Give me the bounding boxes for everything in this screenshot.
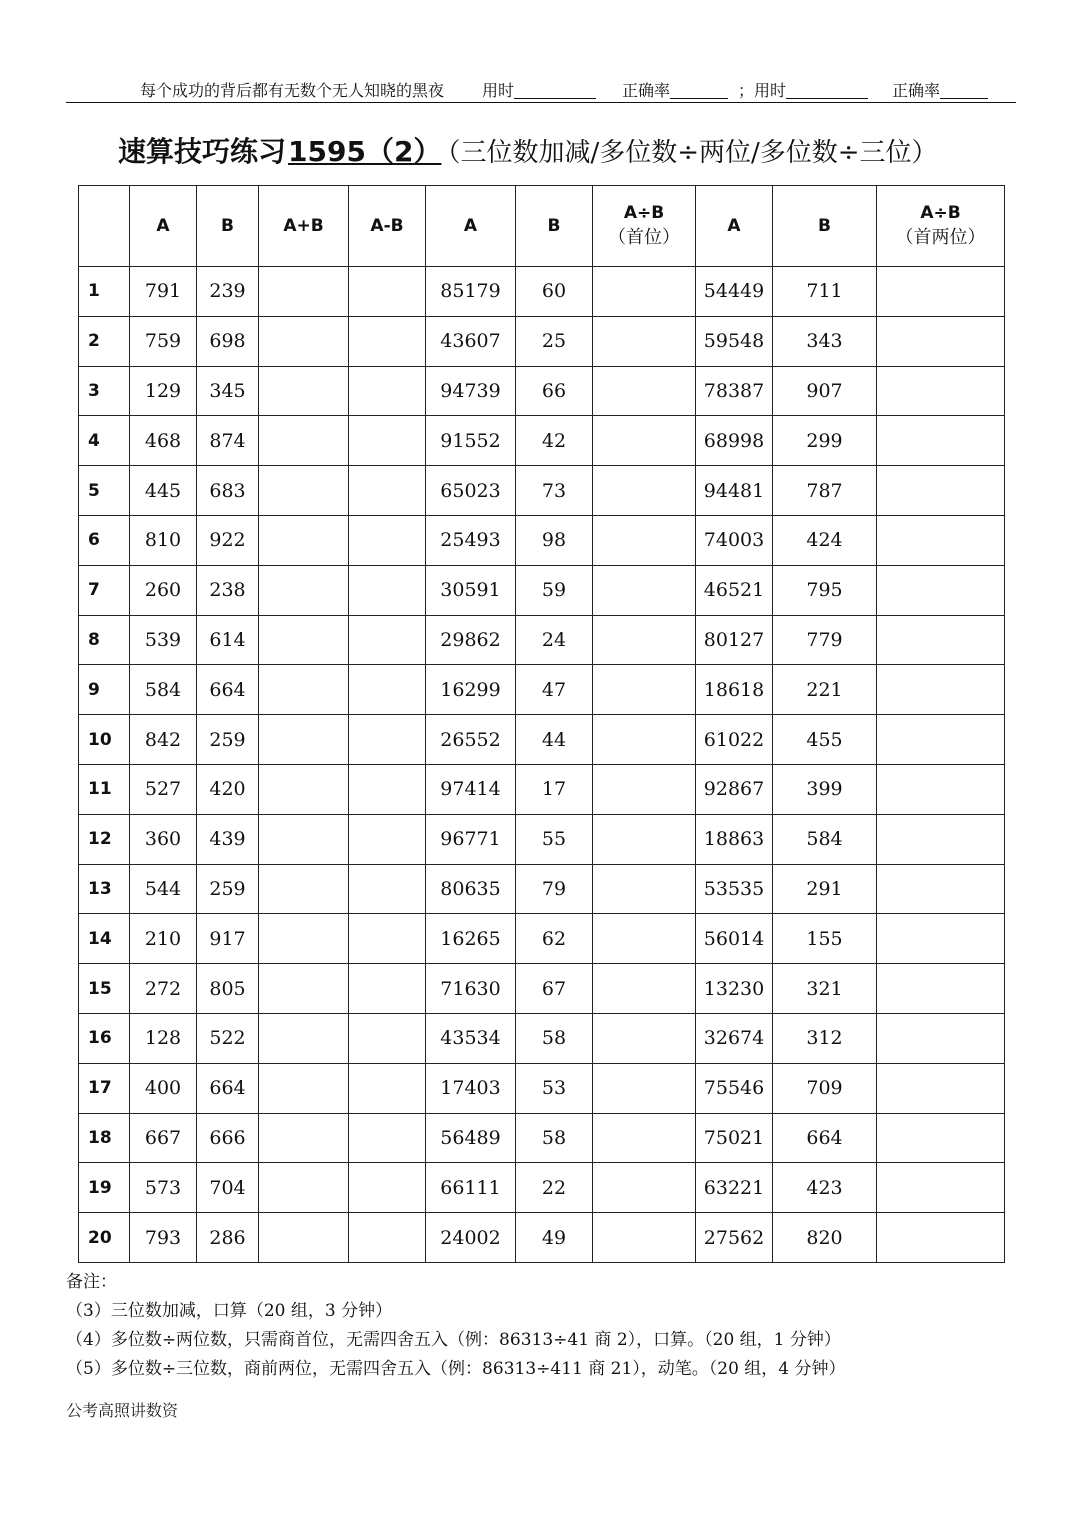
cell-a3: 13230 — [696, 964, 773, 1014]
cell-a1: 210 — [130, 914, 197, 964]
cell-b3: 221 — [773, 665, 877, 715]
cell-a1: 573 — [130, 1163, 197, 1213]
cell-a1: 468 — [130, 416, 197, 466]
answer-quotient-first[interactable] — [593, 914, 696, 964]
title-code: 1595（2） — [288, 135, 442, 168]
cell-b2: 58 — [516, 1013, 593, 1063]
cell-b1: 917 — [197, 914, 259, 964]
row-index: 20 — [79, 1213, 130, 1263]
header-sum: A+B — [259, 186, 349, 267]
answer-quotient-two[interactable] — [877, 1013, 1005, 1063]
cell-a1: 272 — [130, 964, 197, 1014]
answer-quotient-two[interactable] — [877, 964, 1005, 1014]
cell-a3: 63221 — [696, 1163, 773, 1213]
row-index: 17 — [79, 1063, 130, 1113]
answer-quotient-two[interactable] — [877, 615, 1005, 665]
table-row — [79, 1163, 1005, 1213]
answer-quotient-first[interactable] — [593, 267, 696, 317]
table-row — [79, 1113, 1005, 1163]
accuracy-label-2: 正确率 — [892, 81, 941, 100]
cell-b2: 67 — [516, 964, 593, 1014]
footer-source: 公考高照讲数资 — [66, 1401, 179, 1420]
answer-quotient-two[interactable] — [877, 466, 1005, 516]
cell-a3: 32674 — [696, 1013, 773, 1063]
answer-diff[interactable] — [349, 914, 426, 964]
cell-b1: 704 — [197, 1163, 259, 1213]
answer-quotient-two[interactable] — [877, 914, 1005, 964]
answer-diff[interactable] — [349, 316, 426, 366]
cell-a1: 759 — [130, 316, 197, 366]
cell-a1: 584 — [130, 665, 197, 715]
cell-a3: 18863 — [696, 814, 773, 864]
cell-b1: 522 — [197, 1013, 259, 1063]
cell-a3: 75546 — [696, 1063, 773, 1113]
answer-sum[interactable] — [259, 914, 349, 964]
cell-a1: 539 — [130, 615, 197, 665]
cell-b1: 420 — [197, 764, 259, 814]
cell-b2: 47 — [516, 665, 593, 715]
table-row — [79, 267, 1005, 317]
cell-b1: 259 — [197, 715, 259, 765]
cell-a2: 43534 — [426, 1013, 516, 1063]
cell-a3: 56014 — [696, 914, 773, 964]
cell-b2: 62 — [516, 914, 593, 964]
table-row — [79, 715, 1005, 765]
answer-diff[interactable] — [349, 1113, 426, 1163]
cell-a1: 128 — [130, 1013, 197, 1063]
row-index: 2 — [79, 316, 130, 366]
answer-quotient-first[interactable] — [593, 1063, 696, 1113]
cell-b3: 711 — [773, 267, 877, 317]
answer-diff[interactable] — [349, 1213, 426, 1263]
note-line-3: （3）三位数加减，口算（20 组，3 分钟） — [66, 1301, 393, 1321]
header-index — [79, 186, 130, 267]
cell-a2: 96771 — [426, 814, 516, 864]
cell-a2: 66111 — [426, 1163, 516, 1213]
cell-b2: 66 — [516, 366, 593, 416]
answer-sum[interactable] — [259, 814, 349, 864]
answer-diff[interactable] — [349, 267, 426, 317]
header-b3: B — [773, 186, 877, 267]
answer-sum[interactable] — [259, 1163, 349, 1213]
table-row — [79, 466, 1005, 516]
time-field-2[interactable] — [754, 78, 786, 101]
cell-a2: 94739 — [426, 366, 516, 416]
cell-a3: 78387 — [696, 366, 773, 416]
cell-a3: 59548 — [696, 316, 773, 366]
cell-b1: 805 — [197, 964, 259, 1014]
cell-b2: 49 — [516, 1213, 593, 1263]
cell-a3: 74003 — [696, 515, 773, 565]
cell-b1: 666 — [197, 1113, 259, 1163]
cell-a3: 53535 — [696, 864, 773, 914]
answer-diff[interactable] — [349, 864, 426, 914]
cell-a1: 793 — [130, 1213, 197, 1263]
answer-sum[interactable] — [259, 715, 349, 765]
answer-sum[interactable] — [259, 316, 349, 366]
cell-b1: 683 — [197, 466, 259, 516]
cell-a1: 260 — [130, 565, 197, 615]
cell-b2: 98 — [516, 515, 593, 565]
cell-b3: 907 — [773, 366, 877, 416]
row-index: 5 — [79, 466, 130, 516]
cell-a3: 75021 — [696, 1113, 773, 1163]
cell-a3: 68998 — [696, 416, 773, 466]
cell-a3: 61022 — [696, 715, 773, 765]
cell-b3: 664 — [773, 1113, 877, 1163]
answer-sum[interactable] — [259, 515, 349, 565]
row-index: 14 — [79, 914, 130, 964]
answer-quotient-two[interactable] — [877, 764, 1005, 814]
cell-b2: 22 — [516, 1163, 593, 1213]
header-b1: B — [197, 186, 259, 267]
answer-sum[interactable] — [259, 665, 349, 715]
answer-sum[interactable] — [259, 1013, 349, 1063]
answer-diff[interactable] — [349, 1163, 426, 1213]
cell-b2: 58 — [516, 1113, 593, 1163]
answer-quotient-two[interactable] — [877, 416, 1005, 466]
answer-quotient-first[interactable] — [593, 715, 696, 765]
cell-b3: 455 — [773, 715, 877, 765]
answer-quotient-first[interactable] — [593, 864, 696, 914]
answer-sum[interactable] — [259, 565, 349, 615]
answer-sum[interactable] — [259, 1113, 349, 1163]
cell-b1: 614 — [197, 615, 259, 665]
header-a1: A — [130, 186, 197, 267]
answer-diff[interactable] — [349, 515, 426, 565]
table-row — [79, 914, 1005, 964]
cell-a1: 667 — [130, 1113, 197, 1163]
cell-b1: 922 — [197, 515, 259, 565]
answer-quotient-first[interactable] — [593, 764, 696, 814]
header-quotient-two-l1: A÷B — [920, 202, 961, 223]
cell-b2: 25 — [516, 316, 593, 366]
table-row — [79, 764, 1005, 814]
row-index: 8 — [79, 615, 130, 665]
header-b2: B — [516, 186, 593, 267]
answer-diff[interactable] — [349, 715, 426, 765]
cell-b1: 664 — [197, 665, 259, 715]
answer-quotient-two[interactable] — [877, 316, 1005, 366]
answer-quotient-two[interactable] — [877, 864, 1005, 914]
cell-a1: 129 — [130, 366, 197, 416]
header-quotient-first-l2: （首位） — [608, 227, 680, 249]
cell-a2: 80635 — [426, 864, 516, 914]
answer-sum[interactable] — [259, 366, 349, 416]
notes-label: 备注： — [66, 1272, 117, 1292]
answer-diff[interactable] — [349, 615, 426, 665]
separator: ； — [738, 81, 755, 100]
cell-b3: 312 — [773, 1013, 877, 1063]
answer-diff[interactable] — [349, 565, 426, 615]
answer-quotient-first[interactable] — [593, 1113, 696, 1163]
note-line-5: （5）多位数÷三位数，商前两位，无需四舍五入（例：86313÷411 商 21），动笔。（20 组，4 分钟） — [66, 1359, 846, 1379]
page-title — [118, 130, 938, 170]
cell-b1: 874 — [197, 416, 259, 466]
table-row — [79, 615, 1005, 665]
cell-b1: 698 — [197, 316, 259, 366]
answer-diff[interactable] — [349, 964, 426, 1014]
cell-b1: 259 — [197, 864, 259, 914]
table-row — [79, 964, 1005, 1014]
row-index: 11 — [79, 764, 130, 814]
motto: 每个成功的背后都有无数个无人知晓的黑夜 — [140, 81, 445, 100]
row-index: 16 — [79, 1013, 130, 1063]
cell-a1: 400 — [130, 1063, 197, 1113]
answer-sum[interactable] — [259, 1213, 349, 1263]
answer-sum[interactable] — [259, 764, 349, 814]
cell-a2: 17403 — [426, 1063, 516, 1113]
answer-diff[interactable] — [349, 1013, 426, 1063]
cell-b3: 299 — [773, 416, 877, 466]
row-index: 6 — [79, 515, 130, 565]
cell-b1: 239 — [197, 267, 259, 317]
answer-sum[interactable] — [259, 615, 349, 665]
header-a3: A — [696, 186, 773, 267]
cell-b3: 709 — [773, 1063, 877, 1113]
answer-quotient-two[interactable] — [877, 1213, 1005, 1263]
header-a2: A — [426, 186, 516, 267]
cell-a1: 842 — [130, 715, 197, 765]
cell-b3: 399 — [773, 764, 877, 814]
row-index: 13 — [79, 864, 130, 914]
exercise-table — [78, 185, 1005, 1263]
notes — [66, 1268, 846, 1384]
cell-b2: 59 — [516, 565, 593, 615]
answer-sum[interactable] — [259, 466, 349, 516]
cell-b2: 55 — [516, 814, 593, 864]
cell-a3: 94481 — [696, 466, 773, 516]
answer-quotient-two[interactable] — [877, 814, 1005, 864]
cell-a1: 544 — [130, 864, 197, 914]
cell-b3: 343 — [773, 316, 877, 366]
table-row — [79, 665, 1005, 715]
answer-diff[interactable] — [349, 764, 426, 814]
cell-b2: 24 — [516, 615, 593, 665]
cell-a3: 92867 — [696, 764, 773, 814]
cell-b2: 79 — [516, 864, 593, 914]
cell-a2: 16299 — [426, 665, 516, 715]
header-quotient-two-l2: （首两位） — [895, 227, 986, 249]
answer-quotient-two[interactable] — [877, 515, 1005, 565]
cell-b3: 291 — [773, 864, 877, 914]
cell-b3: 423 — [773, 1163, 877, 1213]
table-row — [79, 1213, 1005, 1263]
time-field-1[interactable] — [482, 78, 514, 101]
cell-b1: 238 — [197, 565, 259, 615]
cell-b2: 44 — [516, 715, 593, 765]
row-index: 15 — [79, 964, 130, 1014]
header-quotient-first-l1: A÷B — [623, 202, 665, 223]
cell-a1: 360 — [130, 814, 197, 864]
answer-quotient-first[interactable] — [593, 1163, 696, 1213]
cell-a2: 16265 — [426, 914, 516, 964]
answer-quotient-two[interactable] — [877, 715, 1005, 765]
cell-a2: 85179 — [426, 267, 516, 317]
row-index: 10 — [79, 715, 130, 765]
table-row — [79, 416, 1005, 466]
answer-sum[interactable] — [259, 864, 349, 914]
row-index: 1 — [79, 267, 130, 317]
answer-quotient-first[interactable] — [593, 565, 696, 615]
answer-sum[interactable] — [259, 1063, 349, 1113]
cell-a2: 65023 — [426, 466, 516, 516]
time-label-2: 用时 — [754, 81, 787, 100]
table-row — [79, 864, 1005, 914]
row-index: 7 — [79, 565, 130, 615]
cell-a2: 26552 — [426, 715, 516, 765]
cell-b3: 820 — [773, 1213, 877, 1263]
answer-quotient-two[interactable] — [877, 565, 1005, 615]
cell-b3: 321 — [773, 964, 877, 1014]
cell-b3: 795 — [773, 565, 877, 615]
header-row — [79, 186, 1005, 267]
cell-a2: 29862 — [426, 615, 516, 665]
cell-a1: 527 — [130, 764, 197, 814]
answer-quotient-first[interactable] — [593, 964, 696, 1014]
answer-diff[interactable] — [349, 466, 426, 516]
cell-b1: 664 — [197, 1063, 259, 1113]
table-row — [79, 565, 1005, 615]
cell-a2: 91552 — [426, 416, 516, 466]
cell-b1: 286 — [197, 1213, 259, 1263]
table-row — [79, 366, 1005, 416]
cell-a1: 445 — [130, 466, 197, 516]
cell-b2: 42 — [516, 416, 593, 466]
row-index: 18 — [79, 1113, 130, 1163]
time-label-1: 用时 — [482, 81, 515, 100]
cell-b3: 584 — [773, 814, 877, 864]
answer-quotient-first[interactable] — [593, 814, 696, 864]
table-row — [79, 1013, 1005, 1063]
cell-b2: 53 — [516, 1063, 593, 1113]
cell-a2: 24002 — [426, 1213, 516, 1263]
note-line-4: （4）多位数÷两位数，只需商首位，无需四舍五入（例：86313÷41 商 2），口算。（20 组，1 分钟） — [66, 1330, 841, 1350]
cell-a2: 97414 — [426, 764, 516, 814]
cell-a1: 810 — [130, 515, 197, 565]
cell-a2: 25493 — [426, 515, 516, 565]
cell-b2: 17 — [516, 764, 593, 814]
answer-quotient-first[interactable] — [593, 615, 696, 665]
cell-b3: 424 — [773, 515, 877, 565]
answer-diff[interactable] — [349, 1063, 426, 1113]
cell-b3: 787 — [773, 466, 877, 516]
header-diff: A-B — [349, 186, 426, 267]
accuracy-field-1[interactable] — [622, 78, 670, 101]
cell-b2: 73 — [516, 466, 593, 516]
accuracy-label-1: 正确率 — [622, 81, 671, 100]
table-row — [79, 814, 1005, 864]
cell-b1: 345 — [197, 366, 259, 416]
table-row — [79, 316, 1005, 366]
header-line — [66, 74, 1016, 103]
answer-quotient-first[interactable] — [593, 1013, 696, 1063]
answer-quotient-first[interactable] — [593, 665, 696, 715]
answer-quotient-first[interactable] — [593, 1213, 696, 1263]
answer-quotient-first[interactable] — [593, 316, 696, 366]
cell-b3: 155 — [773, 914, 877, 964]
cell-a2: 56489 — [426, 1113, 516, 1163]
answer-quotient-two[interactable] — [877, 267, 1005, 317]
answer-sum[interactable] — [259, 416, 349, 466]
answer-diff[interactable] — [349, 665, 426, 715]
answer-quotient-two[interactable] — [877, 1163, 1005, 1213]
row-index: 19 — [79, 1163, 130, 1213]
answer-quotient-first[interactable] — [593, 466, 696, 516]
answer-sum[interactable] — [259, 267, 349, 317]
answer-quotient-first[interactable] — [593, 515, 696, 565]
cell-b2: 60 — [516, 267, 593, 317]
table-row — [79, 1063, 1005, 1113]
row-index: 4 — [79, 416, 130, 466]
answer-diff[interactable] — [349, 814, 426, 864]
answer-quotient-first[interactable] — [593, 416, 696, 466]
row-index: 3 — [79, 366, 130, 416]
table-row — [79, 515, 1005, 565]
header-quotient-two — [877, 186, 1005, 267]
cell-a2: 71630 — [426, 964, 516, 1014]
cell-a3: 80127 — [696, 615, 773, 665]
cell-a3: 18618 — [696, 665, 773, 715]
answer-quotient-two[interactable] — [877, 1113, 1005, 1163]
row-index: 9 — [79, 665, 130, 715]
cell-a2: 30591 — [426, 565, 516, 615]
cell-a2: 43607 — [426, 316, 516, 366]
answer-quotient-first[interactable] — [593, 366, 696, 416]
cell-b1: 439 — [197, 814, 259, 864]
answer-quotient-two[interactable] — [877, 665, 1005, 715]
cell-a3: 54449 — [696, 267, 773, 317]
answer-diff[interactable] — [349, 366, 426, 416]
cell-b3: 779 — [773, 615, 877, 665]
header-quotient-first — [593, 186, 696, 267]
cell-a3: 46521 — [696, 565, 773, 615]
accuracy-field-2[interactable] — [892, 78, 940, 101]
title-sub: （三位数加减/多位数÷两位/多位数÷三位） — [447, 138, 938, 168]
title-main: 速算技巧练习 — [118, 135, 287, 168]
answer-quotient-two[interactable] — [877, 366, 1005, 416]
row-index: 12 — [79, 814, 130, 864]
answer-diff[interactable] — [349, 416, 426, 466]
answer-sum[interactable] — [259, 964, 349, 1014]
cell-a1: 791 — [130, 267, 197, 317]
cell-a3: 27562 — [696, 1213, 773, 1263]
answer-quotient-two[interactable] — [877, 1063, 1005, 1113]
